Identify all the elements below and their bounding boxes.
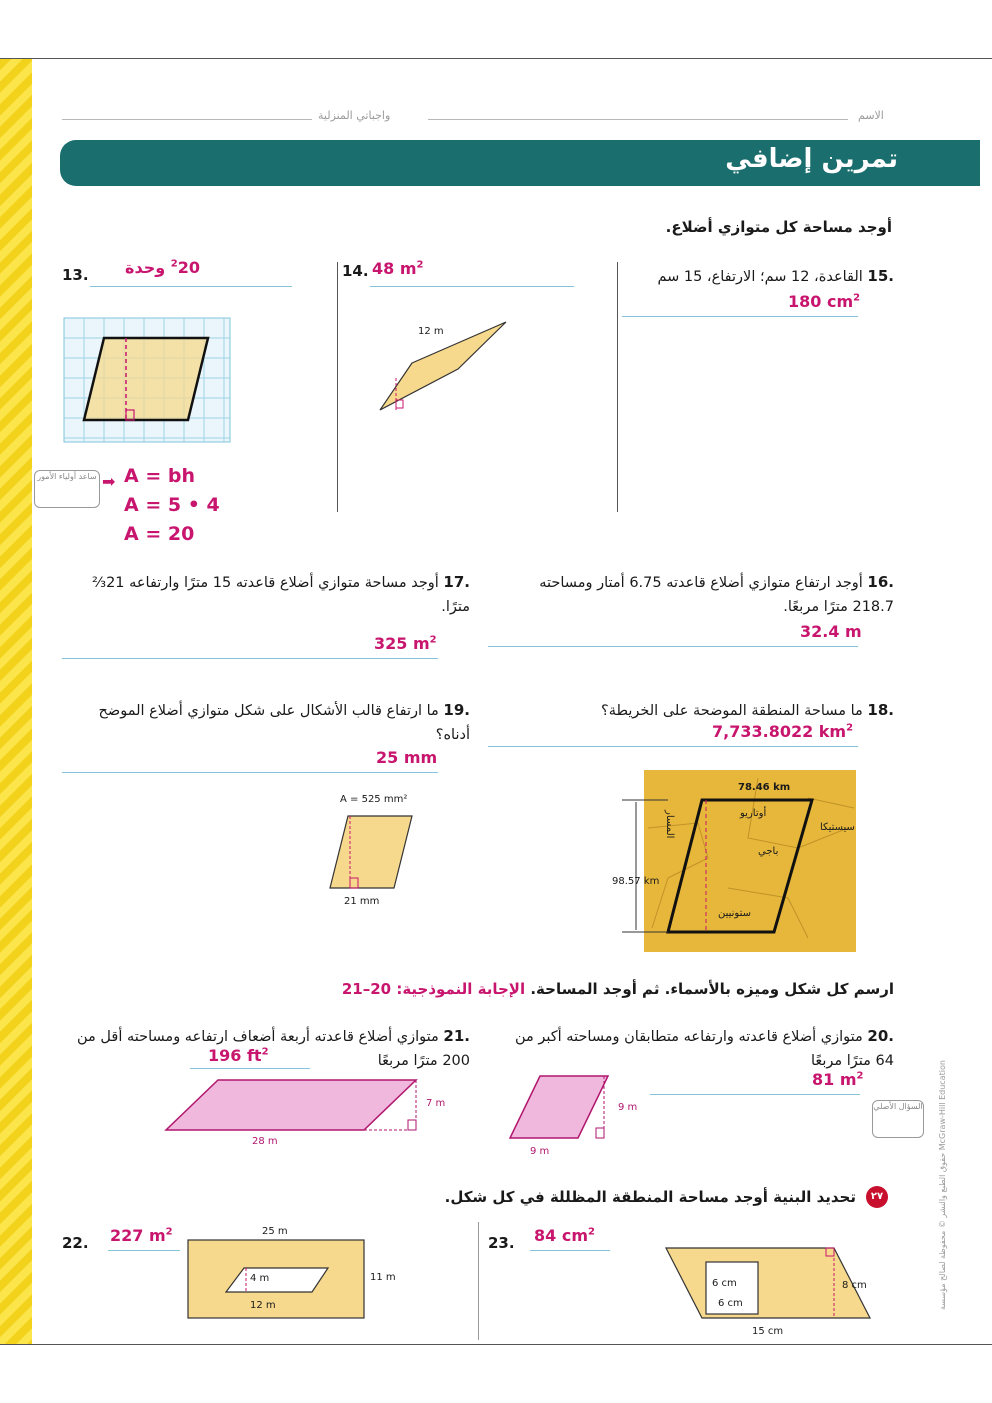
arrow-icon: ➡ bbox=[102, 472, 116, 491]
q14-parallelogram bbox=[380, 322, 506, 410]
q18-map-background bbox=[644, 770, 856, 952]
q21-answer-sup: 2 bbox=[261, 1046, 269, 1058]
q14-answer-sup: 2 bbox=[416, 259, 424, 271]
section2-instruction bbox=[134, 980, 894, 998]
q23-answer bbox=[534, 1226, 595, 1245]
q20-question: متوازي أضلاع قاعدته وارتفاعه متطابقان ومساحته أكبر من 64 مترًا مربعًا bbox=[514, 1029, 894, 1069]
q21-number: .21 bbox=[443, 1027, 470, 1045]
q13-grid-figure bbox=[62, 316, 236, 446]
q22-side-label: 11 m bbox=[370, 1272, 396, 1283]
q15-answer bbox=[788, 292, 860, 311]
q22-answer-text: 227 m bbox=[110, 1226, 166, 1245]
q23-answer-line bbox=[530, 1250, 610, 1251]
q19-base-label: 21 mm bbox=[344, 896, 380, 907]
q16-number: .16 bbox=[867, 573, 894, 591]
q20-height-label: 9 m bbox=[618, 1102, 638, 1113]
q20-answer-sup: 2 bbox=[856, 1070, 864, 1082]
banner-title: تمرين إضافي bbox=[725, 144, 898, 174]
q18-number: .18 bbox=[867, 701, 894, 719]
copyright-sidebar bbox=[938, 1010, 950, 1310]
q17-answer-sup: 2 bbox=[429, 634, 437, 646]
q14-base-label: 12 m bbox=[418, 326, 444, 337]
q23-answer-text: 84 cm bbox=[534, 1226, 588, 1245]
q13-work-line-3: A = 20 bbox=[124, 523, 195, 545]
q14-answer bbox=[372, 259, 423, 278]
q16-question: أوجد ارتفاع متوازي أضلاع قاعدته 6.75 أمتار ومساحته 218.7 مترًا مربعًا. bbox=[539, 575, 894, 615]
q20-parallelogram bbox=[510, 1076, 608, 1138]
q19-answer: 25 mm bbox=[376, 748, 438, 767]
section2-model-answer: الإجابة النموذجية: 20–21 bbox=[341, 980, 526, 998]
q19-figure bbox=[326, 812, 416, 892]
q13-parent-stamp: ساعد أولياء الأمور bbox=[34, 470, 100, 508]
q13-answer-text: 20 وحدة bbox=[125, 258, 200, 277]
q23-height-label: 8 cm bbox=[842, 1280, 867, 1291]
q22-answer bbox=[110, 1226, 173, 1245]
q18-text bbox=[534, 698, 894, 723]
q15-answer-line bbox=[622, 316, 858, 317]
q16-text bbox=[494, 570, 894, 619]
q22-answer-sup: 2 bbox=[165, 1226, 173, 1238]
q13-work-line-1: A = bh bbox=[124, 465, 195, 487]
q18-map-figure bbox=[608, 768, 860, 954]
q18-question: ما مساحة المنطقة الموضحة على الخريطة؟ bbox=[601, 703, 863, 719]
q22-inner-height-label: 4 m bbox=[250, 1273, 270, 1284]
section2-text: ارسم كل شكل وميزه بالأسماء. ثم أوجد المساحة. bbox=[530, 980, 894, 998]
q13-work bbox=[124, 462, 220, 549]
q14-answer-text: 48 m bbox=[372, 259, 417, 278]
q21-base-label: 28 m bbox=[252, 1136, 278, 1147]
q13-work-line-2: A = 5 • 4 bbox=[124, 494, 220, 516]
q18-top-label: 78.46 km bbox=[738, 782, 791, 793]
q20-answer-text: 81 m bbox=[812, 1070, 857, 1089]
q13-answer bbox=[90, 258, 200, 277]
q23-square-side-1: 6 cm bbox=[712, 1278, 737, 1289]
q18-answer bbox=[712, 722, 853, 741]
q20-answer bbox=[812, 1070, 863, 1089]
q21-question: متوازي أضلاع قاعدته أربعة أضعاف ارتفاعه ومساحته أقل من 200 مترًا مربعًا bbox=[77, 1029, 470, 1069]
q20-text bbox=[494, 1024, 894, 1073]
q19-answer-line bbox=[62, 772, 438, 773]
q21-figure bbox=[160, 1076, 424, 1136]
q18-answer-line bbox=[488, 746, 858, 747]
q19-text bbox=[90, 698, 470, 747]
q21-answer-line bbox=[190, 1068, 310, 1069]
section1-instruction: أوجد مساحة كل متوازي أضلاع. bbox=[665, 218, 892, 236]
q17-question: أوجد مساحة متوازي أضلاع قاعدته 15 مترًا وارتفاعه 21⅔ مترًا. bbox=[92, 575, 470, 615]
q21-answer-text: 196 ft bbox=[208, 1046, 262, 1065]
q22-answer-line bbox=[108, 1250, 180, 1251]
homework-label: واجباتي المنزلية bbox=[318, 109, 391, 122]
q18-place-2: سيستيكا bbox=[820, 822, 855, 833]
q14-figure bbox=[374, 318, 514, 418]
q17-answer-text: 325 m bbox=[374, 634, 430, 653]
q14-number: 14. bbox=[342, 262, 369, 280]
q18-place-3: باجي bbox=[758, 846, 779, 857]
structure-badge-icon: ٢٧ bbox=[866, 1186, 888, 1208]
name-label: الاسم bbox=[858, 109, 884, 122]
q23-square-side-2: 6 cm bbox=[718, 1298, 743, 1309]
q22-inner-base-label: 12 m bbox=[250, 1300, 276, 1311]
yellow-edge-stripe bbox=[0, 59, 32, 1344]
q20-stamp: السؤال الأصلي bbox=[872, 1100, 924, 1138]
copyright-text: حقوق الطبع والنشر © محفوظة لصالح مؤسسة McGraw-Hill Education bbox=[938, 1060, 947, 1310]
q21-text bbox=[70, 1024, 470, 1073]
q21-height-label: 7 m bbox=[426, 1098, 446, 1109]
q13-parallelogram bbox=[84, 338, 208, 420]
q18-side-label: 98.57 km bbox=[612, 876, 660, 887]
q13-answer-line bbox=[90, 286, 292, 287]
q15-answer-text: 180 cm bbox=[788, 292, 854, 311]
q17-answer bbox=[374, 634, 437, 653]
divider-22-23 bbox=[478, 1222, 479, 1340]
q18-place-5: المسار bbox=[664, 810, 675, 839]
q15-answer-sup: 2 bbox=[853, 292, 861, 304]
q20-figure bbox=[504, 1072, 614, 1144]
q17-text bbox=[64, 570, 470, 619]
q23-answer-sup: 2 bbox=[588, 1226, 595, 1238]
q22-inner-parallelogram bbox=[226, 1268, 328, 1292]
q13-answer-sup: 2 bbox=[170, 258, 178, 270]
q16-answer: 32.4 m bbox=[800, 622, 862, 641]
q22-number: 22. bbox=[62, 1234, 89, 1252]
q23-number: 23. bbox=[488, 1234, 515, 1252]
section3-instruction: تحديد البنية أوجد مساحة المنطقة المظللة في كل شكل. bbox=[444, 1188, 856, 1206]
q23-parallelogram bbox=[666, 1248, 870, 1318]
q18-place-1: أوتاريو bbox=[740, 808, 767, 819]
header-line bbox=[62, 119, 312, 120]
q16-answer-line bbox=[488, 646, 858, 647]
q20-base-label: 9 m bbox=[530, 1146, 550, 1157]
q18-place-4: ستونيين bbox=[718, 908, 751, 919]
q19-area-label: A = 525 mm² bbox=[340, 794, 408, 805]
q17-answer-line bbox=[62, 658, 438, 659]
q20-number: .20 bbox=[867, 1027, 894, 1045]
q14-answer-line bbox=[370, 286, 574, 287]
q19-question: ما ارتفاع قالب الأشكال على شكل متوازي أضلاع الموضح أدناه؟ bbox=[98, 703, 470, 743]
q20-answer-line bbox=[650, 1094, 860, 1095]
divider-14-15 bbox=[617, 262, 618, 512]
q23-base-label: 15 cm bbox=[752, 1326, 784, 1337]
q18-answer-sup: 2 bbox=[846, 722, 854, 734]
q22-figure bbox=[186, 1238, 368, 1322]
q15-number: .15 bbox=[867, 267, 894, 285]
q15-text bbox=[634, 264, 894, 289]
q21-parallelogram bbox=[166, 1080, 416, 1130]
section-banner bbox=[60, 140, 980, 186]
q17-number: .17 bbox=[443, 573, 470, 591]
q13-number: 13. bbox=[62, 266, 89, 284]
q21-answer bbox=[208, 1046, 269, 1065]
q19-parallelogram bbox=[330, 816, 412, 888]
name-line bbox=[428, 119, 848, 120]
q15-question: القاعدة، 12 سم؛ الارتفاع، 15 سم bbox=[657, 269, 863, 285]
q18-answer-text: 7,733.8022 km bbox=[712, 722, 847, 741]
q19-number: .19 bbox=[443, 701, 470, 719]
divider-13-14 bbox=[337, 262, 338, 512]
q22-top-label: 25 m bbox=[262, 1226, 288, 1237]
